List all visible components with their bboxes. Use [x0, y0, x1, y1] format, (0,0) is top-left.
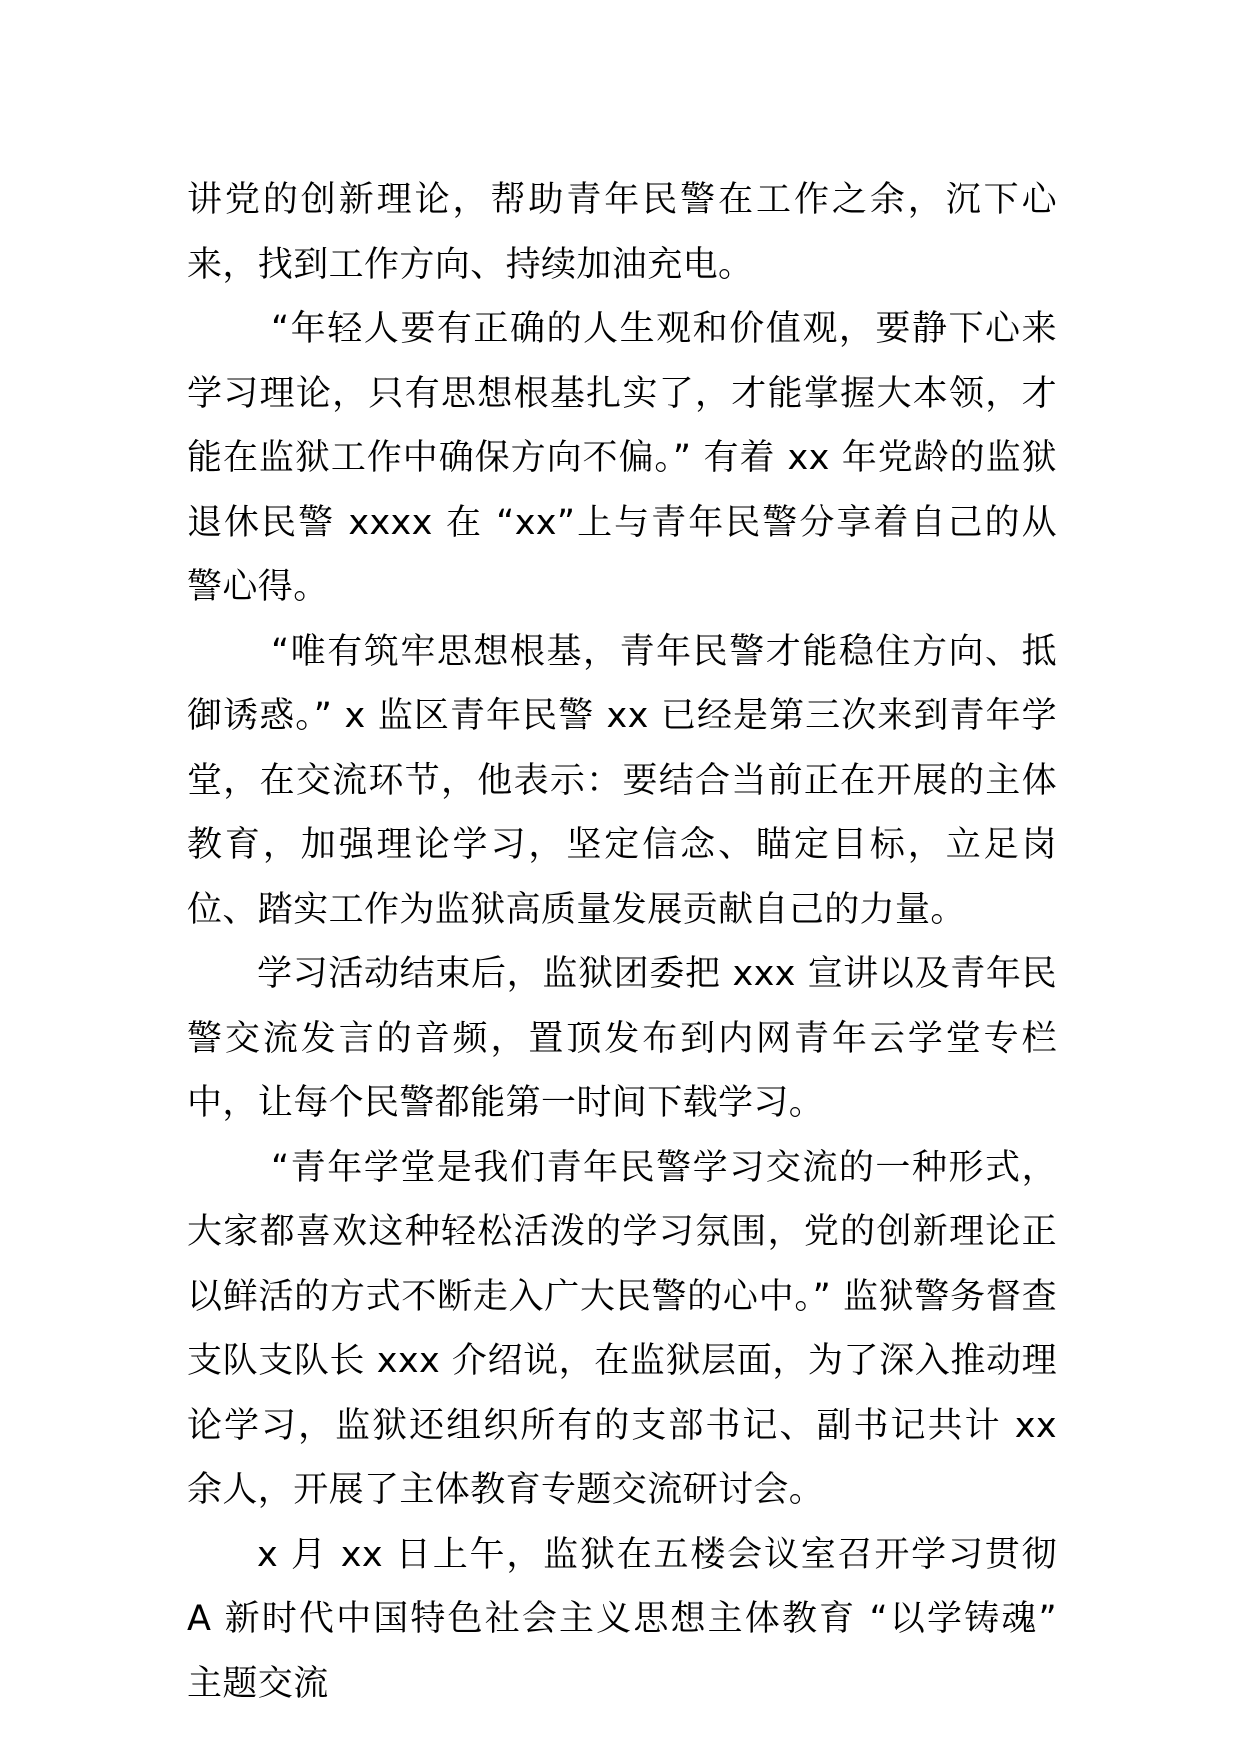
- paragraph-3: “唯有筑牢思想根基，青年民警才能稳住方向、抵御诱惑。” x 监区青年民警 xx 已经是第三次来到青年学堂，在交流环节，他表示：要结合当前正在开展的主体教育，加强理论学习，坚定信念、瞄定目标，立足岗位、踏实工作为监狱高质量发展贡献自己的力量。: [187, 631, 1057, 930]
- paragraph-1: 讲党的创新理论，帮助青年民警在工作之余，沉下心来，找到工作方向、持续加油充电。: [187, 180, 1057, 285]
- paragraph-6: x 月 xx 日上午，监狱在五楼会议室召开学习贯彻 A 新时代中国特色社会主义思想主体教育 “以学铸魂” 主题交流: [187, 1534, 1057, 1704]
- document-body: [187, 168, 1057, 1716]
- paragraph-5: “青年学堂是我们青年民警学习交流的一种形式，大家都喜欢这种轻松活泼的学习氛围，党的创新理论正以鲜活的方式不断走入广大民警的心中。” 监狱警务督查支队支队长 xxx 介绍说，在监狱层面，为了深入推动理论学习，监狱还组织所有的支部书记、副书记共计 xx 余人，开展了主体教育专题交流研讨会。: [187, 1147, 1057, 1510]
- paragraph-2: “年轻人要有正确的人生观和价值观，要静下心来学习理论，只有思想根基扎实了，才能掌握大本领，才能在监狱工作中确保方向不偏。” 有着 xx 年党龄的监狱退休民警 xxxx 在 “xx”上与青年民警分享着自己的从警心得。: [187, 309, 1057, 607]
- paragraph-4: 学习活动结束后，监狱团委把 xxx 宣讲以及青年民警交流发言的音频，置顶发布到内网青年云学堂专栏中，让每个民警都能第一时间下载学习。: [187, 954, 1057, 1123]
